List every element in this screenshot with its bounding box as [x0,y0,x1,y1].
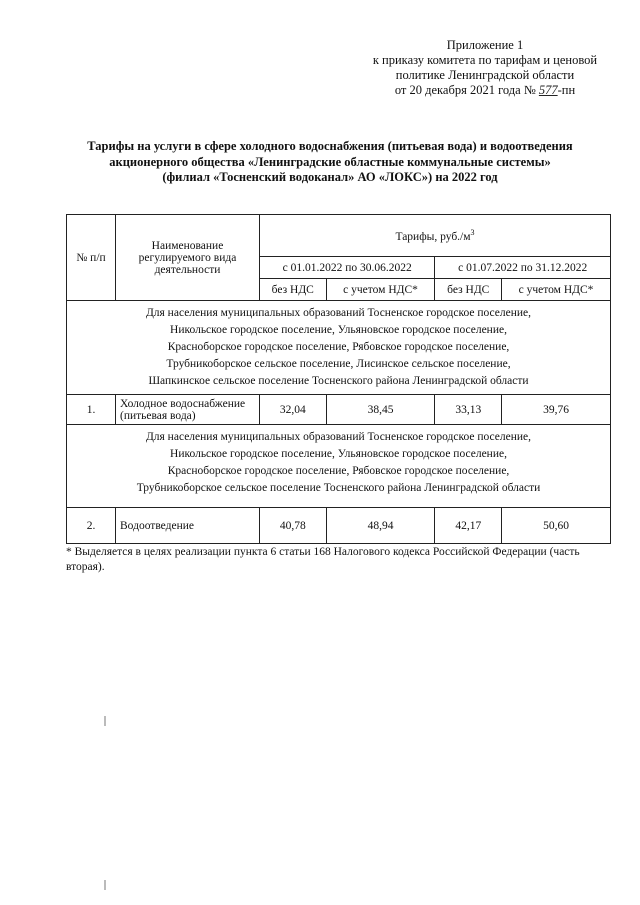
region-1-line: Красноборское городское поселение, Рябовское городское поселение, [167,341,510,353]
row-2-value-2: 48,94 [326,508,435,544]
header-no-vat-1: без НДС [260,279,327,301]
region-1-line: Шапкинское сельское поселение Тосненского района Ленинградской области [148,375,529,387]
row-1-num: 1. [67,395,116,425]
row-2-value-3: 42,17 [435,508,502,544]
row-2-num: 2. [67,508,116,544]
row-2-value-1: 40,78 [260,508,327,544]
order-suffix: -пн [557,83,576,97]
region-block-1 [67,301,611,395]
row-1-name: Холодное водоснабжение (питьевая вода) [116,395,260,425]
row-1-value-1: 32,04 [260,395,327,425]
table-row [67,395,611,425]
row-1-value-3: 33,13 [435,395,502,425]
scan-mark [104,716,106,726]
region-2-line: Красноборское городское поселение, Рябовское городское поселение, [167,465,510,477]
header-with-vat-1: с учетом НДС* [326,279,435,301]
header-tariffs [260,215,611,257]
order-date: от 20 декабря 2021 года № [394,83,536,97]
appendix-line-4 [360,83,610,98]
region-2-line: Для населения муниципальных образований Тосненское городское поселение, [145,431,532,443]
header-period-1: с 01.01.2022 по 30.06.2022 [260,257,435,279]
appendix-title: Приложение 1 [446,38,524,52]
row-2-name: Водоотведение [116,508,260,544]
footnote: * Выделяется в целях реализации пункта 6 статьи 168 Налогового кодекса Российской Федерации (часть вторая). [66,546,580,573]
row-1-value-4: 39,76 [502,395,611,425]
row-2-value-4: 50,60 [502,508,611,544]
header-tariffs-sup: 3 [470,228,475,238]
title-line-2: акционерного общества «Ленинградские областные коммунальные системы» [109,154,551,169]
header-name: Наименование регулируемого вида деятельности [116,215,260,301]
region-2-line: Никольское городское поселение, Ульяновское городское поселение, [170,448,507,460]
region-1-line: Для населения муниципальных образований Тосненское городское поселение, [145,307,532,319]
appendix-line-2: к приказу комитета по тарифам и ценовой [372,53,598,67]
header-no-vat-2: без НДС [435,279,502,301]
region-2-line: Трубникоборское сельское поселение Тосненского района Ленинградской области [136,482,541,494]
document-title [60,139,600,186]
region-1-line: Трубникоборское сельское поселение, Лисинское сельское поселение, [166,358,511,370]
header-period-2: с 01.07.2022 по 31.12.2022 [435,257,611,279]
header-with-vat-2: с учетом НДС* [502,279,611,301]
header-tariffs-label: Тарифы, руб./м [395,230,471,243]
appendix-line-3: политике Ленинградской области [395,68,575,82]
title-line-3: (филиал «Тосненский водоканал» АО «ЛОКС») на 2022 год [162,170,498,184]
table-row [67,508,611,544]
tariffs-table [66,214,611,544]
scan-mark [104,880,106,890]
appendix-header [360,38,610,98]
region-block-2 [67,425,611,508]
region-1-line: Никольское городское поселение, Ульяновское городское поселение, [170,324,507,336]
header-num: № п/п [67,215,116,301]
title-line-1: Тарифы на услуги в сфере холодного водоснабжения (питьевая вода) и водоотведения [87,139,573,153]
row-1-value-2: 38,45 [326,395,435,425]
order-number: 577 [538,83,558,97]
